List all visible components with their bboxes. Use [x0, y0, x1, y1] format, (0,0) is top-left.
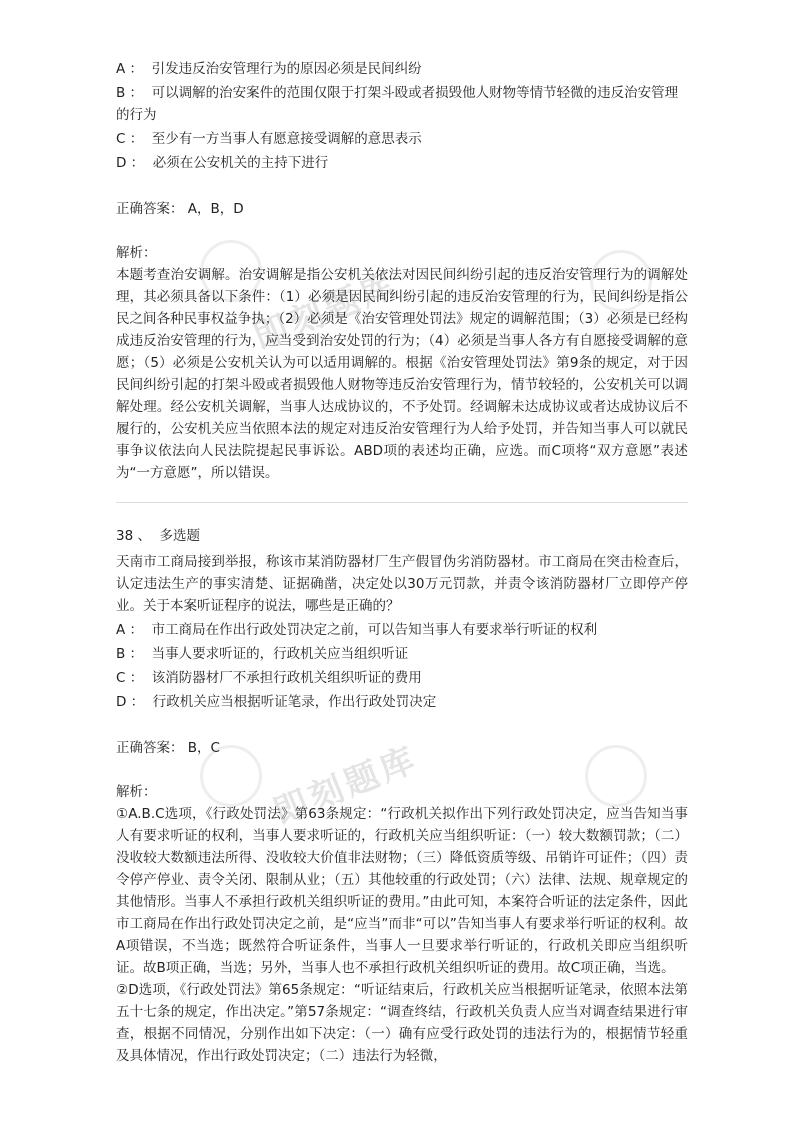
- option-b: B ： 当事人要求听证的，行政机关应当组织听证: [116, 646, 409, 662]
- analysis-label: 解析：: [116, 784, 157, 800]
- analysis-label: 解析：: [116, 245, 157, 261]
- option-d: D ： 必须在公安机关的主持下进行: [116, 155, 329, 171]
- question-38: [116, 525, 688, 1067]
- watermark-text: 即刻题库: [248, 263, 404, 359]
- option-a: A ： 引发违反治安管理行为的原因必须是民间纠纷: [116, 61, 422, 77]
- analysis-text-1: ①A.B.C选项，《行政处罚法》第63条规定：“行政机关拟作出下列行政处罚决定，应当告知当事人有要求听证的权利，当事人要求听证的，行政机关应当组织听证：（一）较大数额罚款；（二）没收较大数额违法所得、没收较大价值非法财物；（三）降低资质等级、吊销许可证件；（四）责令停产停业、责令关闭、限制从业；（五）其他较重的行政处罚；（六）法律、法规、规章规定的其他情形。当事人不承担行政机关组织听证的费用。”由此可知，本案符合听证的法定条件，因此市工商局在作出行政处罚决定之前，是“应当”而非“可以”告知当事人有要求举行听证的权利。故A项错误，不当选；既然符合听证条件，当事人一旦要求举行听证的，行政机关即应当组织听证。故B项正确，当选；另外，当事人也不承担行政机关组织听证的费用。故C项正确，当选。: [116, 806, 688, 976]
- correct-answer: 正确答案： A，B，D: [116, 201, 244, 217]
- question-divider: [116, 502, 688, 503]
- option-c: C ： 至少有一方当事人有愿意接受调解的意思表示: [116, 131, 422, 147]
- analysis-text: 本题考查治安调解。治安调解是指公安机关依法对因民间纠纷引起的违反治安管理行为的调解处理，其必须具备以下条件：（1）必须是因民间纠纷引起的违反治安管理的行为，民间纠纷是指公民之间各种民事权益争执；（2）必须是《治安管理处罚法》规定的调解范围；（3）必须是已经构成违反治安管理的行为，应当受到治安处罚的行为；（4）必须是当事人各方有自愿接受调解的意愿；（5）必须是公安机关认为可以适用调解的。根据《治安管理处罚法》第9条的规定，对于因民间纠纷引起的打架斗殴或者损毁他人财物等违反治安管理行为，情节较轻的，公安机关可以调解处理。经公安机关调解，当事人达成协议的，不予处罚。经调解未达成协议或者达成协议后不履行的，公安机关应当依照本法的规定对违反治安管理行为人给予处罚，并告知当事人可以就民事争议依法向人民法院提起民事诉讼。ABD项的表述均正确，应选。而C项将“双方意愿”表述为“一方意愿”，所以错误。: [116, 267, 688, 481]
- question-number: 38 、 多选题: [116, 528, 201, 544]
- analysis-text-2: ②D选项，《行政处罚法》第65条规定：“听证结束后，行政机关应当根据听证笔录，依照本法第五十七条的规定，作出决定。”第57条规定：“调查终结，行政机关负责人应当对调查结果进行审查，根据不同情况，分别作出如下决定：（一）确有应受行政处罚的违法行为的，根据情节轻重及具体情况，作出行政处罚决定；（二）违法行为轻微，: [116, 982, 688, 1064]
- option-b: B ： 可以调解的治安案件的范围仅限于打架斗殴或者损毁他人财物等情节轻微的违反治安管理的行为: [116, 85, 679, 123]
- option-d: D ： 行政机关应当根据听证笔录，作出行政处罚决定: [116, 694, 437, 710]
- watermark-text: 即刻题库: [268, 738, 424, 834]
- question-stem: 天南市工商局接到举报，称该市某消防器材厂生产假冒伪劣消防器材。市工商局在突击检查后，认定违法生产的事实清楚、证据确凿，决定处以30万元罚款，并责令该消防器材厂立即停产停业。关于本案听证程序的说法，哪些是正确的？: [116, 554, 688, 614]
- option-c: C ： 该消防器材厂不承担行政机关组织听证的费用: [116, 670, 422, 686]
- question-37: [116, 58, 688, 484]
- option-a: A ： 市工商局在作出行政处罚决定之前，可以告知当事人有要求举行听证的权利: [116, 622, 598, 638]
- correct-answer: 正确答案： B，C: [116, 740, 220, 756]
- page-content: [116, 58, 688, 1067]
